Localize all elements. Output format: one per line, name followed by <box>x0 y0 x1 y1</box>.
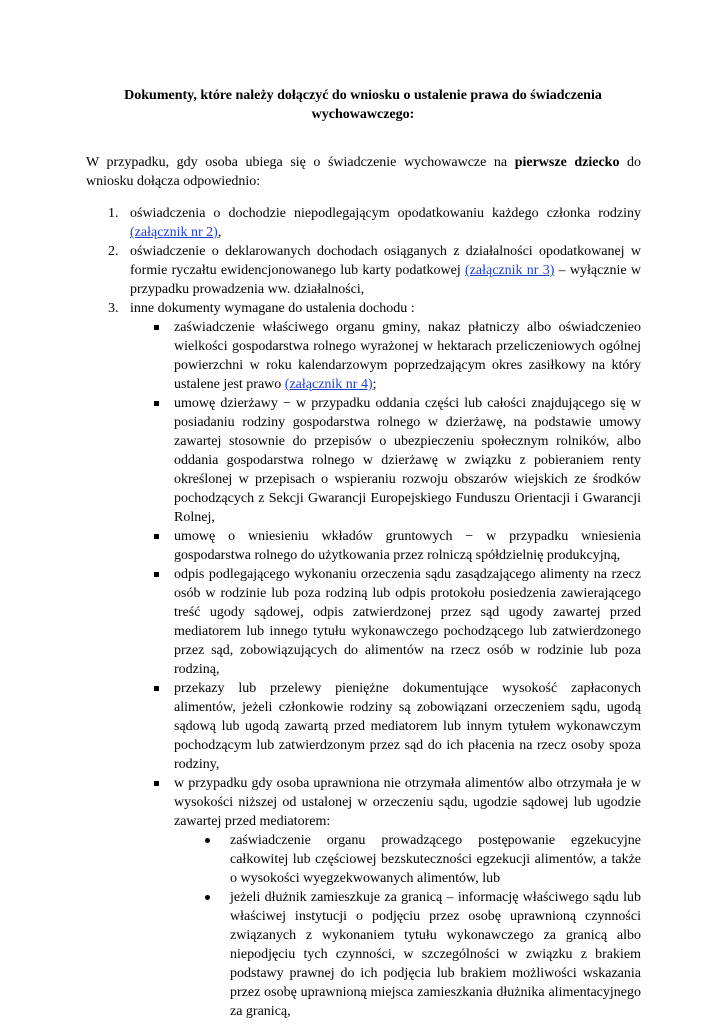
list-number: 1. <box>108 206 119 221</box>
sub-list-item <box>86 679 641 774</box>
sub-list <box>86 318 641 1021</box>
list-item-tail: – wyłącznie w przypadku prowadzenia ww. działalności, <box>130 263 641 297</box>
nested-item-text: jeżeli dłużnik zamieszkuje za granicą – informację właściwego sądu lub właściwej instytucji o podjęciu przez osobę uprawnioną czynności związanych z wykonaniem tytułu wykonawczego za granicą albo niepodjęciu tych czynności, w szczególności w związku z brakiem podstawy prawnej do ich podjęcia lub brakiem możliwości wskazania przez osobę uprawnioną miejsca zamieszkania dłużnika alimentacyjnego za granicą, <box>230 890 641 1019</box>
list-item-text: inne dokumenty wymagane do ustalenia dochodu : <box>130 301 415 316</box>
sub-list-item <box>86 565 641 679</box>
list-number: 2. <box>108 244 119 259</box>
intro-bold-text: pierwsze dziecko <box>514 155 620 170</box>
intro-text-after: do wniosku dołącza odpowiednio: <box>86 155 642 189</box>
attachment-link-3[interactable]: (załącznik nr 3) <box>465 263 555 278</box>
intro-paragraph <box>86 153 641 191</box>
nested-item-text: zaświadczenie organu prowadzącego postępowanie egzekucyjne całkowitej lub częściowej bezskuteczności egzekucji alimentów, a także o wysokości wyegzekwowanych alimentów, lub <box>230 833 641 886</box>
intro-text-before: W przypadku, gdy osoba ubiega się o świadczenie wychowawcze na <box>86 155 515 170</box>
sub-list-item <box>86 527 641 565</box>
list-item-2 <box>86 242 641 299</box>
sub-item-text: zaświadczenie właściwego organu gminy, nakaz płatniczy albo oświadczenieo wielkości gospodarstwa rolnego wyrażonej w hektarach przeliczeniowych ogólnej powierzchni w roku kalendarzowym poprzedzającym okres zasiłkowy na który ustalene jest prawo <box>174 320 641 392</box>
list-number: 3. <box>108 301 119 316</box>
round-bullet-icon <box>205 895 210 900</box>
numbered-list <box>86 204 641 1021</box>
sub-item-text: umowę dzierżawy − w przypadku oddania części lub całości znajdującego się w posiadaniu rodziny gospodarstwa rolnego w dzierżawę, na podstawie umowy zawartej stosownie do przepisów o ubezpieczeniu społecznym rolników, albo oddania gospodarstwa rolnego w dzierżawę w związku z pobieraniem renty określonej w przepisach o wspieraniu rozwoju obszarów wiejskich ze środków pochodzących z Sekcji Gwarancji Europejskiego Funduszu Orientacji i Gwarancji Rolnej, <box>174 396 641 525</box>
sub-list-item <box>86 774 641 831</box>
sub-item-text: w przypadku gdy osoba uprawniona nie otrzymała alimentów albo otrzymała je w wysokości niższej od ustalonej w orzeczeniu sądu, ugodzie sądowej lub ugodzie zawartej przed mediatorem: <box>174 776 641 829</box>
page-title: Dokumenty, które należy dołączyć do wniosku o ustalenie prawa do świadczenia wychowawczego: <box>124 88 602 122</box>
nested-list-item <box>86 831 641 888</box>
list-item-text: oświadczenia o dochodzie niepodlegającym opodatkowaniu każdego członka rodziny <box>130 206 641 221</box>
sub-item-text: umowę o wniesieniu wkładów gruntowych − w przypadku wniesienia gospodarstwa rolnego do użytkowania przez rolniczą spółdzielnię produkcyjną, <box>174 529 641 563</box>
sub-list-item <box>86 394 641 527</box>
square-bullet-icon <box>154 325 159 330</box>
nested-bullet-list <box>86 831 641 1021</box>
round-bullet-icon <box>205 838 210 843</box>
attachment-link-4[interactable]: (załącznik nr 4) <box>284 377 373 392</box>
sub-item-tail: ; <box>372 377 377 392</box>
square-bullet-icon <box>154 781 159 786</box>
sub-item-text: przekazy lub przelewy pieniężne dokumentujące wysokość zapłaconych alimentów, jeżeli członkowie rodziny są zobowiązani orzeczeniem sądu, ugodą sądową lub ugodą zawartą przed mediatorem lub innym tytułem wykonawczym pochodzącym lub zatwierdzonym przez sąd do ich płacenia na rzecz osoby spoza rodziny, <box>174 681 641 772</box>
list-item-tail: , <box>217 225 222 240</box>
list-item-1 <box>86 204 641 242</box>
list-item-3 <box>86 299 641 318</box>
attachment-link-2[interactable]: (załącznik nr 2) <box>130 225 218 240</box>
list-item-text: oświadczenie o deklarowanych dochodach osiąganych z działalności opodatkowanej w formie ryczałtu ewidencjonowanego lub karty podatkowej <box>130 244 641 278</box>
square-bullet-icon <box>154 572 159 577</box>
sub-list-item <box>86 318 641 394</box>
nested-list-item <box>86 888 641 1021</box>
square-bullet-icon <box>154 401 159 406</box>
square-bullet-icon <box>154 686 159 691</box>
square-bullet-icon <box>154 534 159 539</box>
sub-item-text: odpis podlegającego wykonaniu orzeczenia sądu zasądzającego alimenty na rzecz osób w rodzinie lub poza rodziną lub odpis protokołu posiedzenia zawierającego treść ugody sądowej, odpis zatwierdzonej przez sąd ugody zawartej przed mediatorem lub innego tytułu wykonawczego pochodzącego lub zatwierdzonego przez sąd, zobowiązujących do alimentów na rzecz osób w rodzinie lub poza rodziną, <box>174 567 641 677</box>
